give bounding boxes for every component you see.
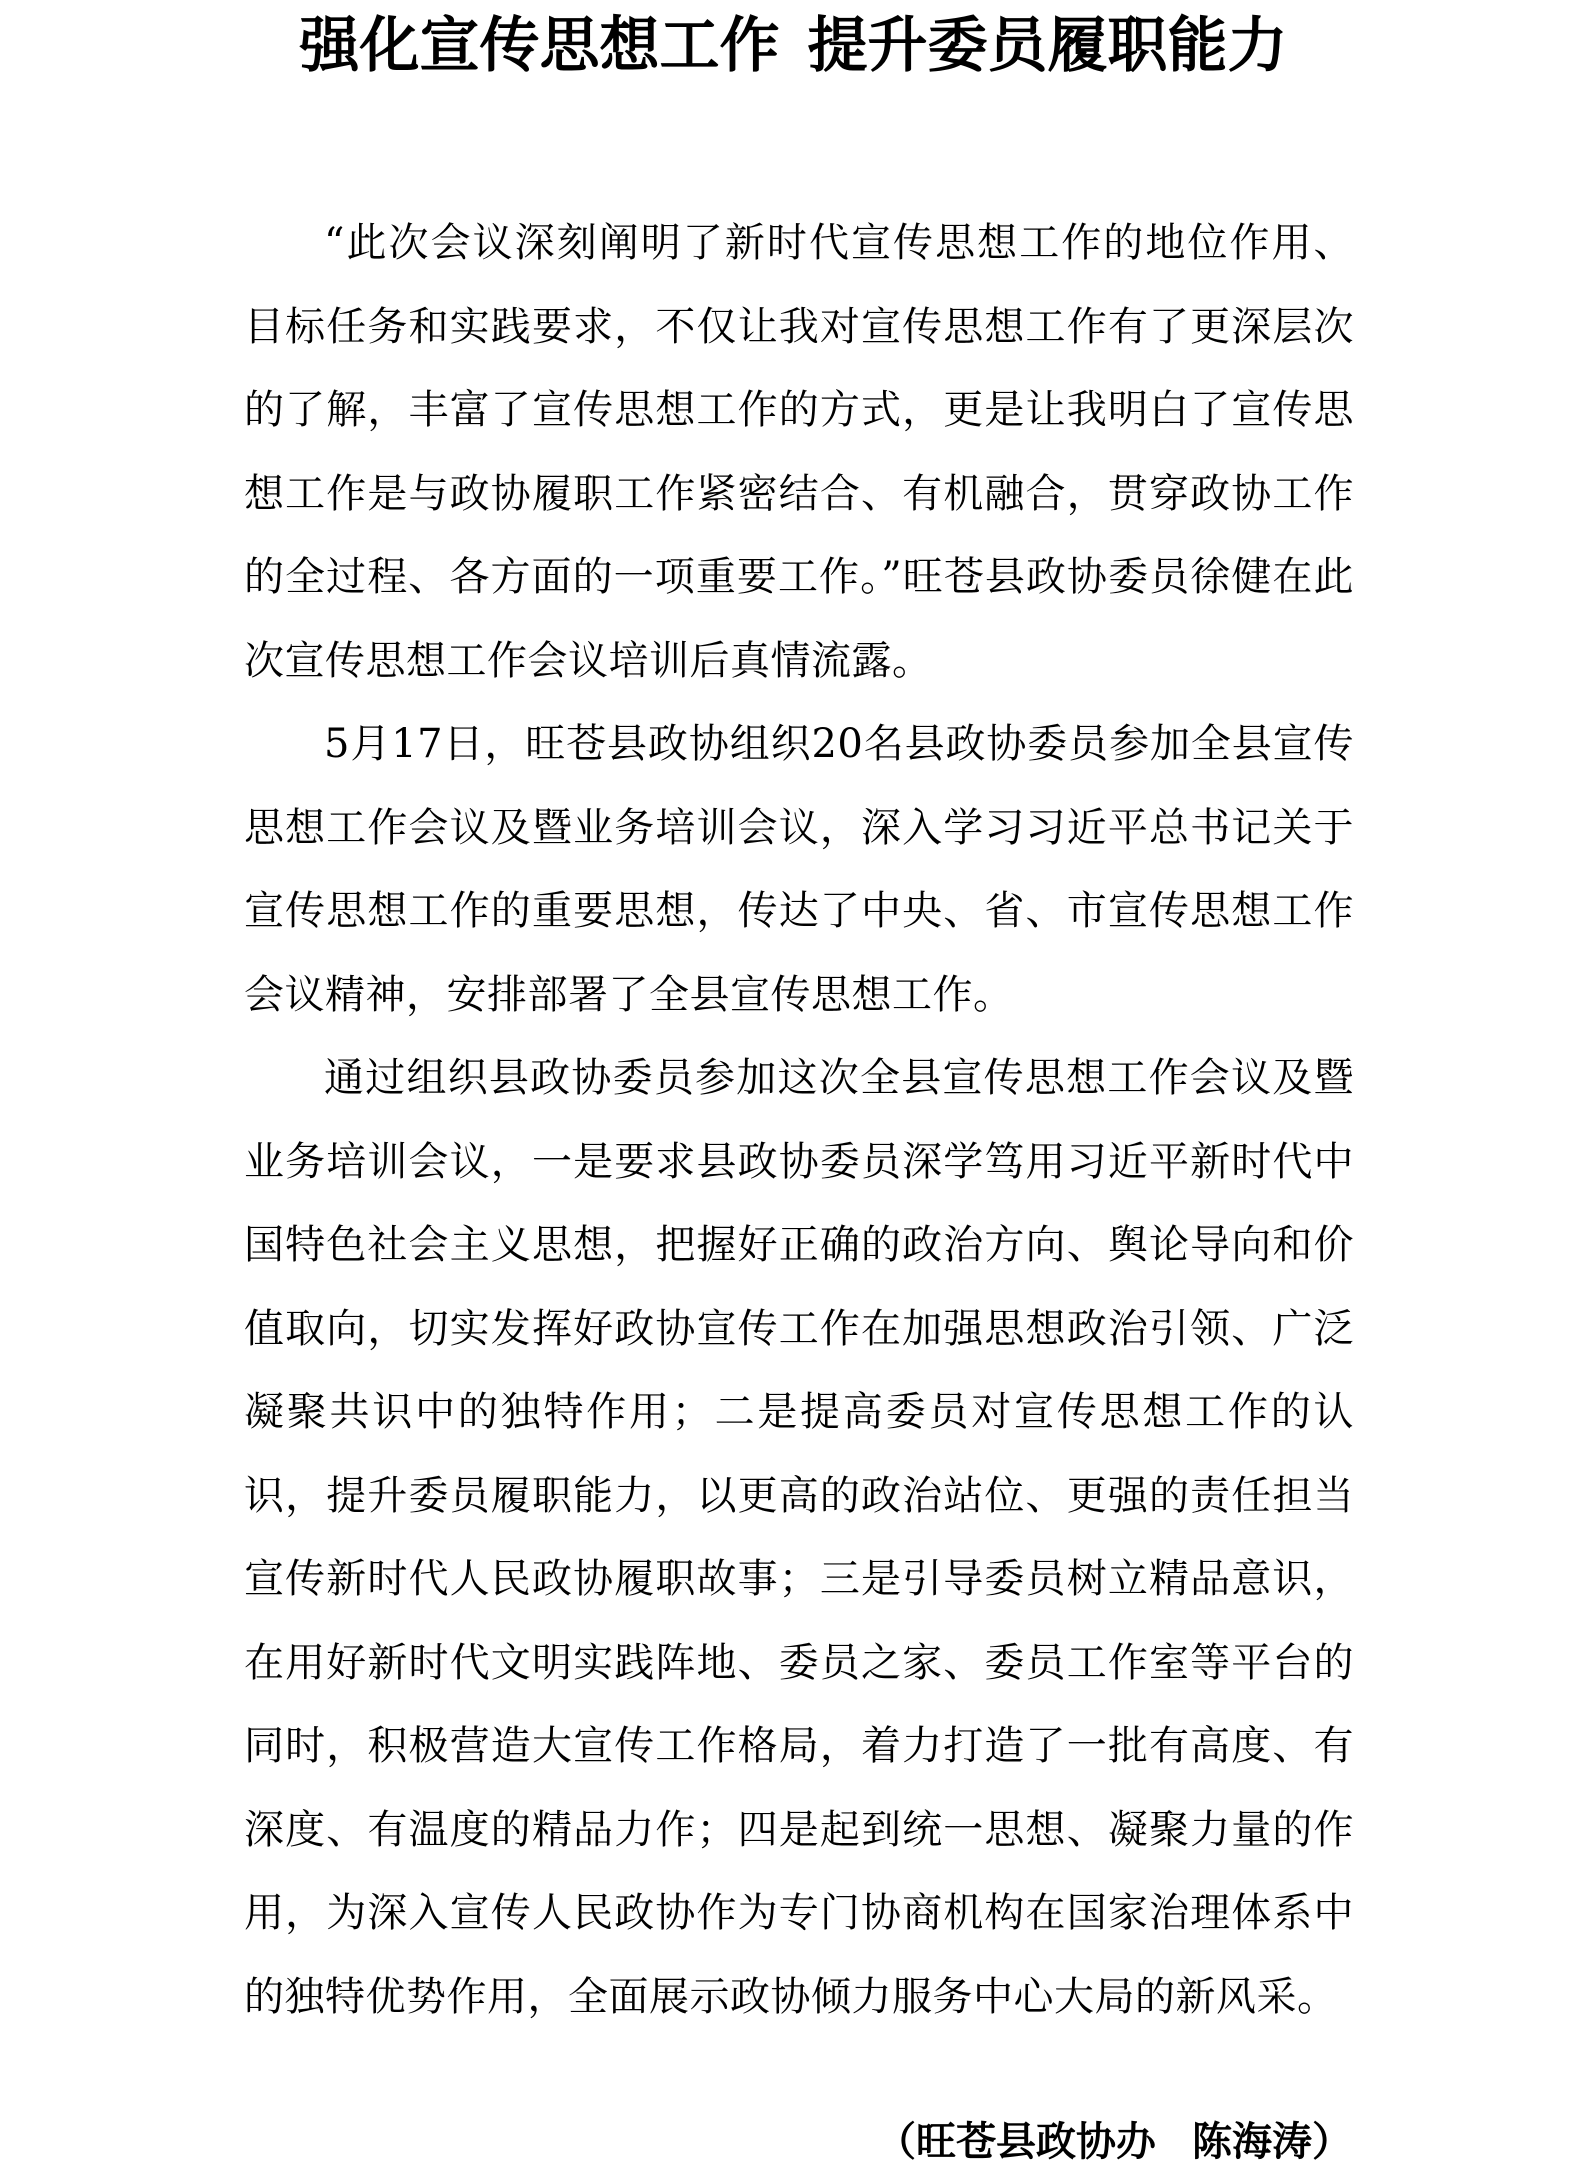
paragraph-1: “此次会议深刻阐明了新时代宣传思想工作的地位作用、目标任务和实践要求，不仅让我对宣传思想工作有了更深层次的了解，丰富了宣传思想工作的方式，更是让我明白了宣传思想工作是与政协履职工作紧密结合、有机融合，贯穿政协工作的全过程、各方面的一项重要工作。”旺苍县政协委员徐健在此次宣传思想工作会议培训后真情流露。 xyxy=(244,220,1354,684)
signature-close-paren: ） xyxy=(1312,2119,1352,2165)
paragraph-2: 5月17日，旺苍县政协组织20名县政协委员参加全县宣传思想工作会议及暨业务培训会议，深入学习习近平总书记关于宣传思想工作的重要思想，传达了中央、省、市宣传思想工作会议精神，安排部署了全县宣传思想工作。 xyxy=(244,721,1354,1018)
title-part-2: 提升委员履职能力 xyxy=(807,11,1288,81)
signature-open-paren: （ xyxy=(876,2119,916,2165)
title-part-1: 强化宣传思想工作 xyxy=(299,11,780,81)
author-signature xyxy=(0,2112,1352,2172)
document-title xyxy=(0,6,1587,86)
article-body xyxy=(244,202,1354,2039)
paragraph-3: 通过组织县政协委员参加这次全县宣传思想工作会议及暨业务培训会议，一是要求县政协委员深学笃用习近平新时代中国特色社会主义思想，把握好正确的政治方向、舆论导向和价值取向，切实发挥好政协宣传工作在加强思想政治引领、广泛凝聚共识中的独特作用；二是提高委员对宣传思想工作的认识，提升委员履职能力，以更高的政治站位、更强的责任担当宣传新时代人民政协履职故事；三是引导委员树立精品意识，在用好新时代文明实践阵地、委员之家、委员工作室等平台的同时，积极营造大宣传工作格局，着力打造了一批有高度、有深度、有温度的精品力作；四是起到统一思想、凝聚力量的作用，为深入宣传人民政协作为专门协商机构在国家治理体系中的独特优势作用，全面展示政协倾力服务中心大局的新风采。 xyxy=(244,1055,1354,2020)
signature-org: 旺苍县政协办 xyxy=(916,2119,1156,2165)
signature-author: 陈海涛 xyxy=(1192,2119,1312,2165)
